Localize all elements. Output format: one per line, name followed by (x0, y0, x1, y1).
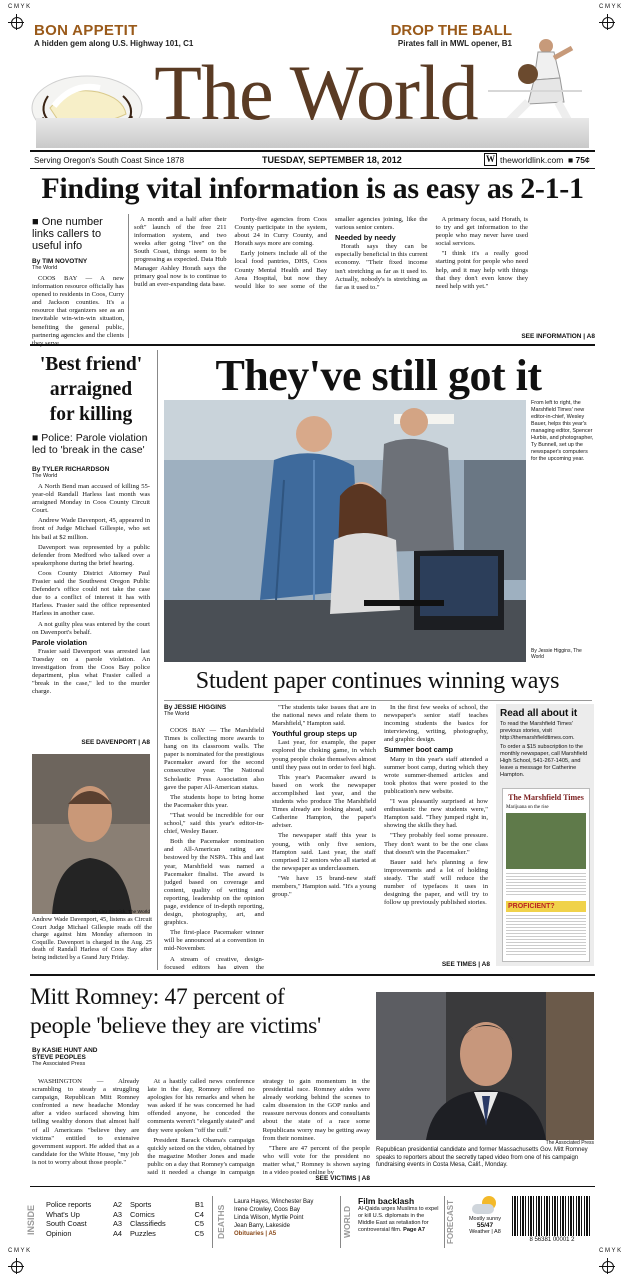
story2-col-rule (157, 350, 158, 970)
teaser-right-title: DROP THE BALL (390, 22, 512, 39)
forecast[interactable]: Mostly sunny 55/47 Weather | A8 (464, 1196, 506, 1235)
story3-jump[interactable]: SEE TIMES | A8 (441, 961, 490, 968)
story3-subhead-rule (164, 700, 592, 701)
marshfield-times-clipping (502, 788, 590, 962)
clip-masthead: The Marshfield Times (508, 793, 584, 802)
inside-label: INSIDE (26, 1205, 36, 1236)
story1-text-a: COOS BAY — A new information resource officially has opened to residents in Coos, Curry and Jackson counties. It's a resource that organizers see as an inevitable win-win-win situation, benefiting the general public, partnering agencies and the clients (32, 275, 124, 339)
story3-body: "The students take issues that are in the national news and relate them to Marshfield," Hampton said. Youthful group steps up Last year, for example, the paper explored the choking game, in which young people choke themselves almost until they pass out in order to feel high. This year's Pacemaker award is based on work the newspaper accomplished last year, and the students who produce The Marshfield Times already are looking ahead, said Catherine Hampton, the paper's adviser. The newspaper staff this year is young, with only five seniors, Hampton said. Last year, the staff comprised 12 seniors who all started at the newspaper as underclassmen. "We have 15 brand-new staff members," Hampton said. "It's a young group." In the first few weeks of school, the newspaper's senior staff teaches incoming students the basics for interviewing, writing, photography, and graphic design. Summer boot camp Many in this year's staff attended a summer boot camp, during which they wrote summer-themed articles and took photos that were posted to the publication's new website. "I was pleasantly surprised at how enthusiastic the new students were," Hampton said. "They jumped right in, showing the skills they had. "They probably feel some pressure. They don't want to be the one class that doesn't win the Pacemaker." Bauer said he's planning a few improvements and a lot of holding steady. The staff will reduce the number of typefaces it uses in designing the paper, and will try to follow up previously published stories. (272, 704, 488, 907)
registration-mark-bottom-right: C M Y K (599, 1258, 615, 1274)
footer-rule-3 (444, 1196, 445, 1248)
barcode-number: 8 56381 00001 2 (506, 1237, 598, 1243)
story1-byline: By TIM NOVOTNY (32, 258, 88, 265)
story1-jump[interactable]: SEE INFORMATION | A8 (521, 333, 595, 340)
index-item[interactable]: Classifieds C5 (130, 1219, 204, 1228)
romney-photo (376, 992, 594, 1140)
story2-jump[interactable]: SEE DAVENPORT | A8 (81, 739, 150, 746)
forecast-label: FORECAST (446, 1200, 455, 1244)
registration-mark-top-left: C M Y K (8, 14, 24, 30)
clip-text-lines (506, 873, 586, 897)
registration-mark-top-right: C M Y K (599, 14, 615, 30)
index-item[interactable]: Comics C4 (130, 1209, 204, 1219)
teaser-left-sub: A hidden gem along U.S. Highway 101, C1 (34, 39, 194, 48)
index-item[interactable]: Puzzles C5 (130, 1228, 204, 1238)
sidebar-text-1[interactable]: To read the Marshfield Times' previous stories, visit http://themarshfieldtimes.com. (500, 721, 575, 741)
sun-cloud-icon (472, 1196, 498, 1216)
story3-bottom-rule (30, 974, 595, 976)
story3-headline[interactable]: They've still got it (215, 351, 542, 400)
story3-col1: COOS BAY — The Marshfield Times is collecting more awards to hang on its classroom walls. The paper is nominated for the prestigious Pacemaker award for the second consecutive year. The National Scholastic Press Association also gave the paper All-American status. The students hope to bring home the Pacemaker this year. "That would be incredible for our school," said this year's editor-in-chief, Wesley Bauer. Both the Pacemaker nomination and All-American rating are bestowed by the NSPA. This and last year, Marshfield was named a Pacemaker finalist. The award is judged based on coverage and content, quality of writing and reporting, leadership on the opinion page, evidence of in-depth reporting, design, photography, art, and graphics. The first-place Pacemaker winner will be announced at a convention in mid-November. A stream of creative, design-focused editors has given the (164, 727, 264, 969)
index-right (130, 1200, 204, 1238)
newsroom-photo-credit: By Jessie Higgins, The World (531, 648, 582, 660)
deaths-label: DEATHS (216, 1204, 226, 1240)
teaser-left[interactable] (34, 22, 234, 48)
footer-rule-1 (212, 1196, 213, 1248)
teaser-right-sub: Pirates fall in MWL opener, B1 (397, 39, 512, 48)
story3-subhead[interactable]: Student paper continues winning ways (195, 668, 560, 694)
story4-headline[interactable]: Mitt Romney: 47 percent of people 'believe they are victims' (30, 984, 321, 1039)
bullet-square-icon: ■ (32, 216, 42, 228)
masthead-title[interactable]: The World (154, 49, 478, 136)
masthead-date: TUESDAY, SEPTEMBER 18, 2012 (262, 155, 402, 165)
davenport-photo (32, 754, 150, 914)
story1-col1 (32, 216, 124, 350)
index-left (46, 1200, 122, 1238)
sidebar-title: Read all about it (500, 708, 578, 719)
newsroom-cutline: From left to right, the Marshfield Times' new editor-in-chief, Wesley Bauer, helps this year's managing editor, Spencer Hurbis, and photographer, Ty Bunnell, set up the newspaper's computers for the upcoming year. (531, 400, 594, 462)
story1-bottom-rule (30, 344, 595, 346)
barcode (512, 1196, 592, 1236)
date-rule (30, 168, 595, 169)
clip-headline: Marijuana on the rise (506, 805, 549, 810)
clip-photo (506, 813, 586, 869)
index-item[interactable]: What's Up A3 (46, 1209, 122, 1219)
world-brief[interactable]: Film backlash Al-Qaida urges Muslims to expel or kill U.S. diplomats in the Middle East as retaliation for controversial film. Page A7 (358, 1196, 439, 1233)
bullet-square-icon: ■ (32, 432, 42, 444)
obituaries-link[interactable]: Obituaries | A5 (234, 1231, 277, 1237)
story3-sidebar (496, 704, 594, 966)
registration-mark-bottom-left: C M Y K (8, 1258, 24, 1274)
w-logo-icon: W (486, 154, 495, 164)
story1-body: A month and a half after their soft" launch of the free 211 information system, and two weeks after going "live" on the South Coast, things seem to be progressing as expected. Data Hub Manager Ashley Horath says the primary goal now is to continue to build an ever-expanding data base. Forty-five agencies from Coos County participate in the system, about 24 in Curry County, and Horath says more are coming. Early joiners include all of the local food pantries, DHS, Coos County Mental Health and Bay Area Hospital, but now they would like to see some of the smaller agencies joining, like the various senior centers. Needed by needy Horath says they can be especially beneficial in this current economy. "Their fixed income isn't stretching as far as it used to. Actually, nobody's is stretching as far as it used to." A primary focus, said Horath, is to try and get information to the people who may never have used social services. "I think it's a really good starting point for people who need help, and it may help with things that they don't even know they need help with yet." (134, 216, 528, 291)
masthead-website[interactable]: theworldlink.com (500, 155, 564, 165)
story4-bottom-rule (30, 1186, 595, 1187)
masthead-tagline: Serving Oregon's South Coast Since 1878 (34, 156, 185, 165)
sidebar-text-2: To order a $15 subscription to the monthly newspaper, call Marshfield High School, 541-267-1405, and leave a message for Catherine Hampton. (500, 744, 588, 778)
masthead-rule (30, 150, 595, 152)
footer-rule-2 (340, 1196, 341, 1248)
teaser-left-title: BON APPETIT (34, 22, 138, 39)
masthead-price: ■ 75¢ (568, 155, 590, 165)
clip-box: PROFICIENT? (506, 901, 586, 912)
deaths-list: Laura Hayes, Winchester Bay Irene Crowley, Coos Bay Linda Wilson, Myrtle Point Jean Barry, Lakeside Obituaries | A5 (234, 1198, 338, 1238)
story3-byline-block: By JESSIE HIGGINS The World (164, 704, 227, 717)
world-label: WORLD (342, 1205, 352, 1239)
story4-body: WASHINGTON — Already scrambling to steady a struggling campaign, Republican Mitt Romney confronted a new headache Monday after a video surfaced showing him telling wealthy donors that almost half of all Americans "believe they are victims" entitled to extensive government support. He added that as a candidate for the White House, "my job is not to worry about those people." At a hastily called news conference late in the day, Romney offered no apologies for his remarks and when he was asked if he was concerned he had offended anyone, he conceded the comments weren't "elegantly stated" and they were spoken "off the cuff." President Barack Obama's campaign quickly seized on the video, obtained by the magazine Mother Jones and made public on a day that Romney's campaign said it needed a change in campaign strategy to gain momentum in the presidential race. Romney aides were already working behind the scenes to calm dissension in the GOP ranks and reassure nervous donors and consultants about the state of a race some Republicans worry may be getting away from their nominee. "There are 47 percent of the people who will vote for the president no matter what," Romney is shown saying in a video posted online by (32, 1078, 370, 1177)
story2-headline[interactable]: 'Best friend' arraigned for killing (39, 354, 143, 425)
story1-col-rule (128, 214, 129, 338)
index-item[interactable]: Opinion A4 (46, 1228, 122, 1238)
story2-body: By TYLER RICHARDSON The World A North Bend man accused of killing 55-year-old Randall Harless last month was arraigned Monday in Coos County Circuit Court. Andrew Wade Davenport, 45, appeared in front of Judge Michael Gillespie, who set his bail at $2 million. Davenport was represented by a public defender from Medford who talked over a speakerphone during the brief hearing. Coos County District Attorney Paul Frasier said the Southwest Oregon Public Defender's office could not take the case due to a conflict of interest it has with Harless. Frasier said the office represented Harless in another case. A not guilty plea was entered by the court on Davenport's behalf. Parole violation Frasier said Davenport was arrested last Tuesday on a parole violation. An investigation from the Coos Bay police department, plus what Frasier called a "break in the case," led to the murder charge. (32, 466, 150, 696)
index-item[interactable]: Police reports A2 (46, 1200, 122, 1209)
newsroom-photo (164, 400, 526, 662)
clip-text-lines-2 (506, 915, 586, 955)
story1-headline[interactable]: Finding vital information is as easy as 2-1-1 (41, 172, 584, 205)
story1-deck: ■ One number links callers to useful info (32, 216, 103, 252)
story1-org: The World (32, 265, 58, 271)
story2-deck: ■ Police: Parole violation led to 'break in the case' (32, 432, 148, 456)
davenport-photo-credit: By Lou Sennick, The World (92, 910, 150, 915)
index-item[interactable]: Sports B1 (130, 1200, 204, 1209)
davenport-caption: Andrew Wade Davenport, 45, listens as Circuit Court Judge Michael Gillespie reads off the charge against him Monday afternoon in Coquille. Davenport is charged in the Aug. 25 death of Randall Harless of Coos Bay after being indicted by a Grand Jury Friday. (32, 916, 152, 961)
story4-jump[interactable]: SEE VICTIMS | A8 (315, 1175, 370, 1182)
story4-byline-block: By KASIE HUNT AND STEVE PEOPLES The Associated Press (32, 1047, 98, 1067)
romney-caption: Republican presidential candidate and former Massachusetts Gov. Mitt Romney speaks to reporters about the secretly taped video from one of his campaign fundraising events in Costa Mesa, Calif., Monday. (376, 1147, 588, 1168)
romney-photo-credit: The Associated Press (545, 1140, 594, 1146)
index-item[interactable]: South Coast A3 (46, 1219, 122, 1228)
